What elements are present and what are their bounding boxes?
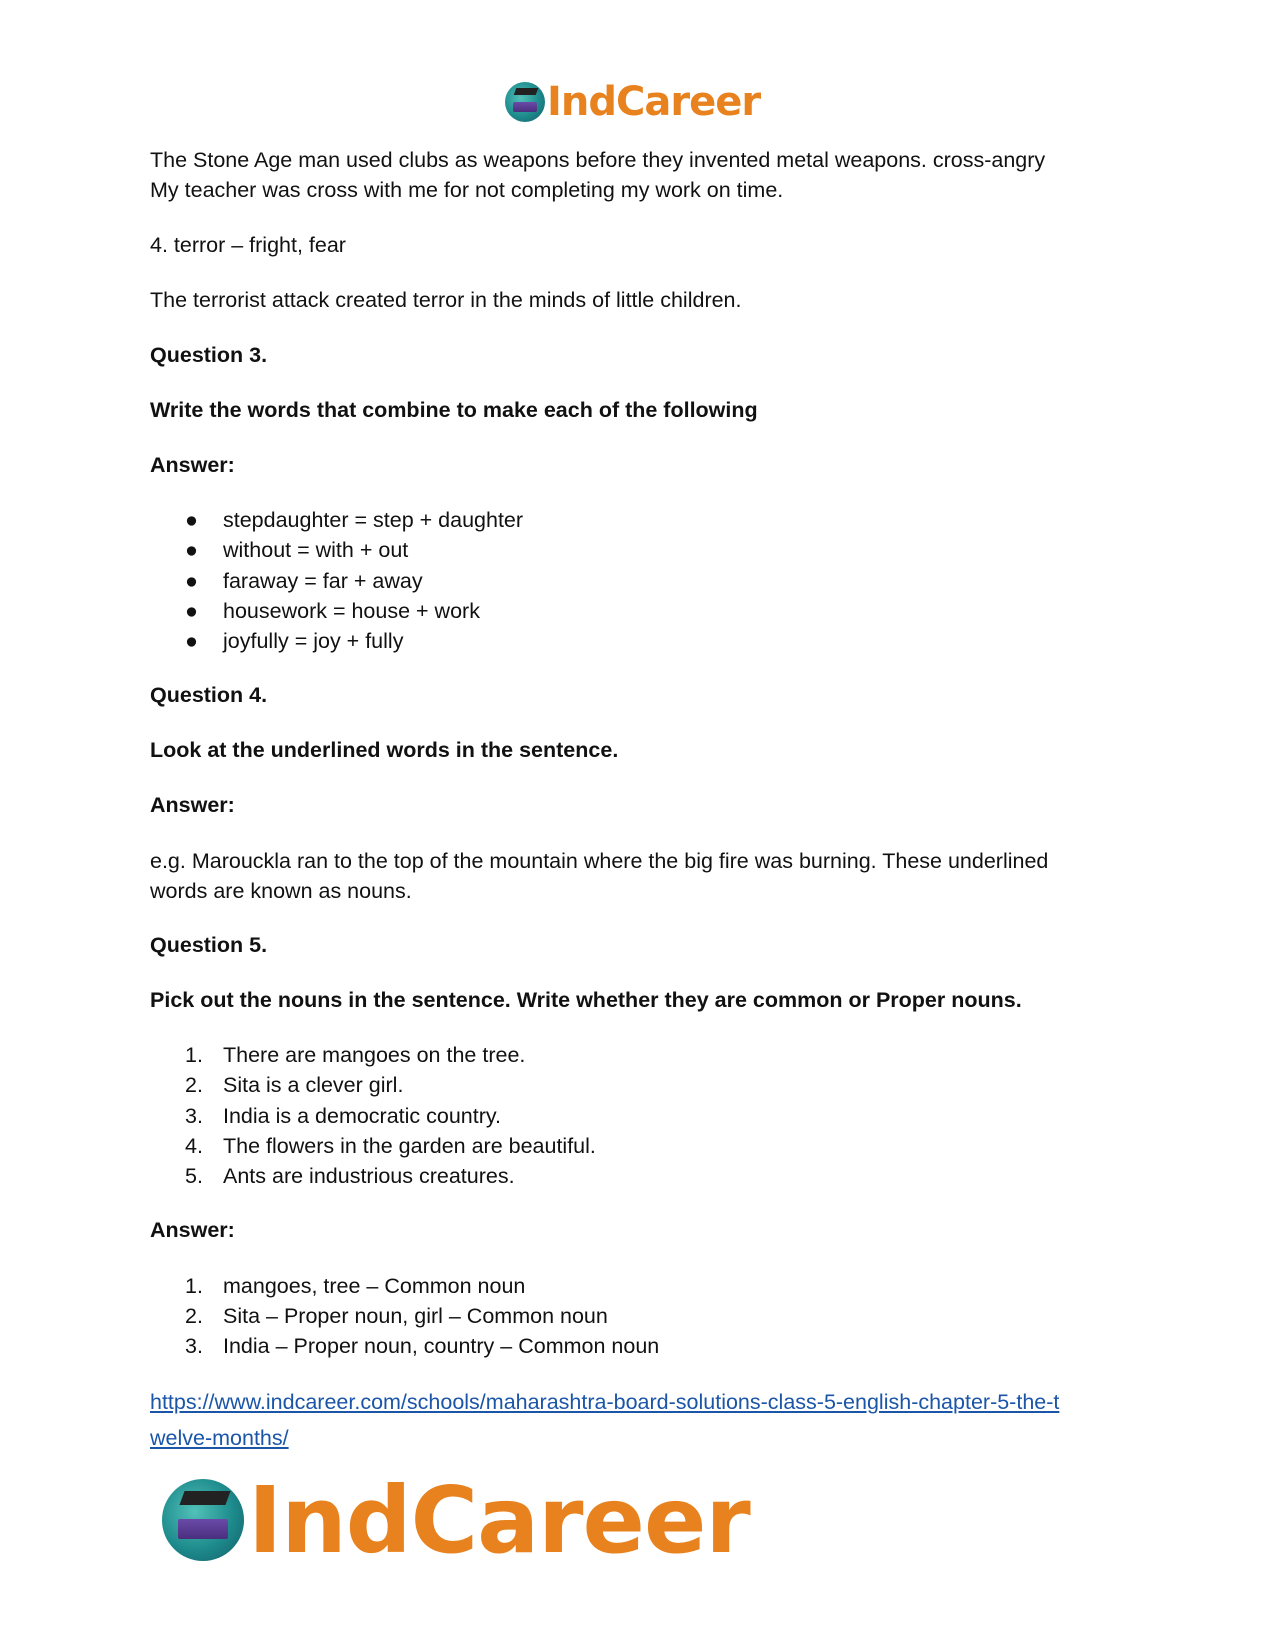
list-item: 4. The flowers in the garden are beautiful.: [185, 1134, 596, 1158]
question-5-title: Question 5.: [150, 933, 268, 957]
bullet-icon: ●: [185, 599, 198, 623]
list-item: ● stepdaughter = step + daughter: [185, 505, 523, 535]
paragraph: The terrorist attack created terror in the minds of little children.: [150, 288, 742, 312]
list-item: ● joyfully = joy + fully: [185, 626, 403, 656]
list-item: ● faraway = far + away: [185, 566, 423, 596]
paragraph-line: My teacher was cross with me for not completing my work on time.: [150, 178, 784, 202]
header-logo: [505, 80, 760, 124]
question-3-prompt: Write the words that combine to make each of the following: [150, 398, 758, 422]
question-4-prompt: Look at the underlined words in the sentence.: [150, 738, 619, 762]
question-4-answer-label: Answer:: [150, 793, 235, 817]
list-item: 2. Sita – Proper noun, girl – Common noun: [185, 1304, 608, 1328]
question-4-answer-line: words are known as nouns.: [150, 879, 412, 903]
list-item: 2. Sita is a clever girl.: [185, 1073, 404, 1097]
header-logo-text: IndCareer: [547, 79, 761, 125]
source-link[interactable]: welve-months/: [150, 1426, 289, 1450]
question-4-title: Question 4.: [150, 683, 268, 707]
footer-logo-text: IndCareer: [248, 1466, 750, 1574]
question-3-title: Question 3.: [150, 343, 268, 367]
graduation-book-icon: [505, 82, 545, 122]
question-4-answer-line: e.g. Marouckla ran to the top of the mountain where the big fire was burning. These underlined: [150, 849, 1049, 873]
list-item: ● housework = house + work: [185, 596, 480, 626]
question-5-answer-label: Answer:: [150, 1218, 235, 1242]
list-item: 1. mangoes, tree – Common noun: [185, 1274, 526, 1298]
bullet-icon: ●: [185, 508, 198, 532]
list-item: 3. India is a democratic country.: [185, 1104, 502, 1128]
paragraph-line: The Stone Age man used clubs as weapons before they invented metal weapons. cross-angry: [150, 148, 1046, 172]
list-item: 5. Ants are industrious creatures.: [185, 1164, 515, 1188]
source-link[interactable]: https://www.indcareer.com/schools/maharashtra-board-solutions-class-5-english-chapter-5-the-t: [150, 1390, 1060, 1414]
bullet-icon: ●: [185, 629, 198, 653]
footer-logo: [162, 1466, 750, 1574]
list-item: 3. India – Proper noun, country – Common noun: [185, 1334, 660, 1358]
list-item: 1. There are mangoes on the tree.: [185, 1043, 526, 1067]
paragraph: 4. terror – fright, fear: [150, 233, 346, 257]
bullet-icon: ●: [185, 538, 198, 562]
graduation-book-icon: [162, 1479, 244, 1561]
question-3-answer-label: Answer:: [150, 453, 235, 477]
bullet-icon: ●: [185, 569, 198, 593]
list-item: ● without = with + out: [185, 535, 408, 565]
question-5-prompt: Pick out the nouns in the sentence. Write whether they are common or Proper nouns.: [150, 988, 1022, 1012]
